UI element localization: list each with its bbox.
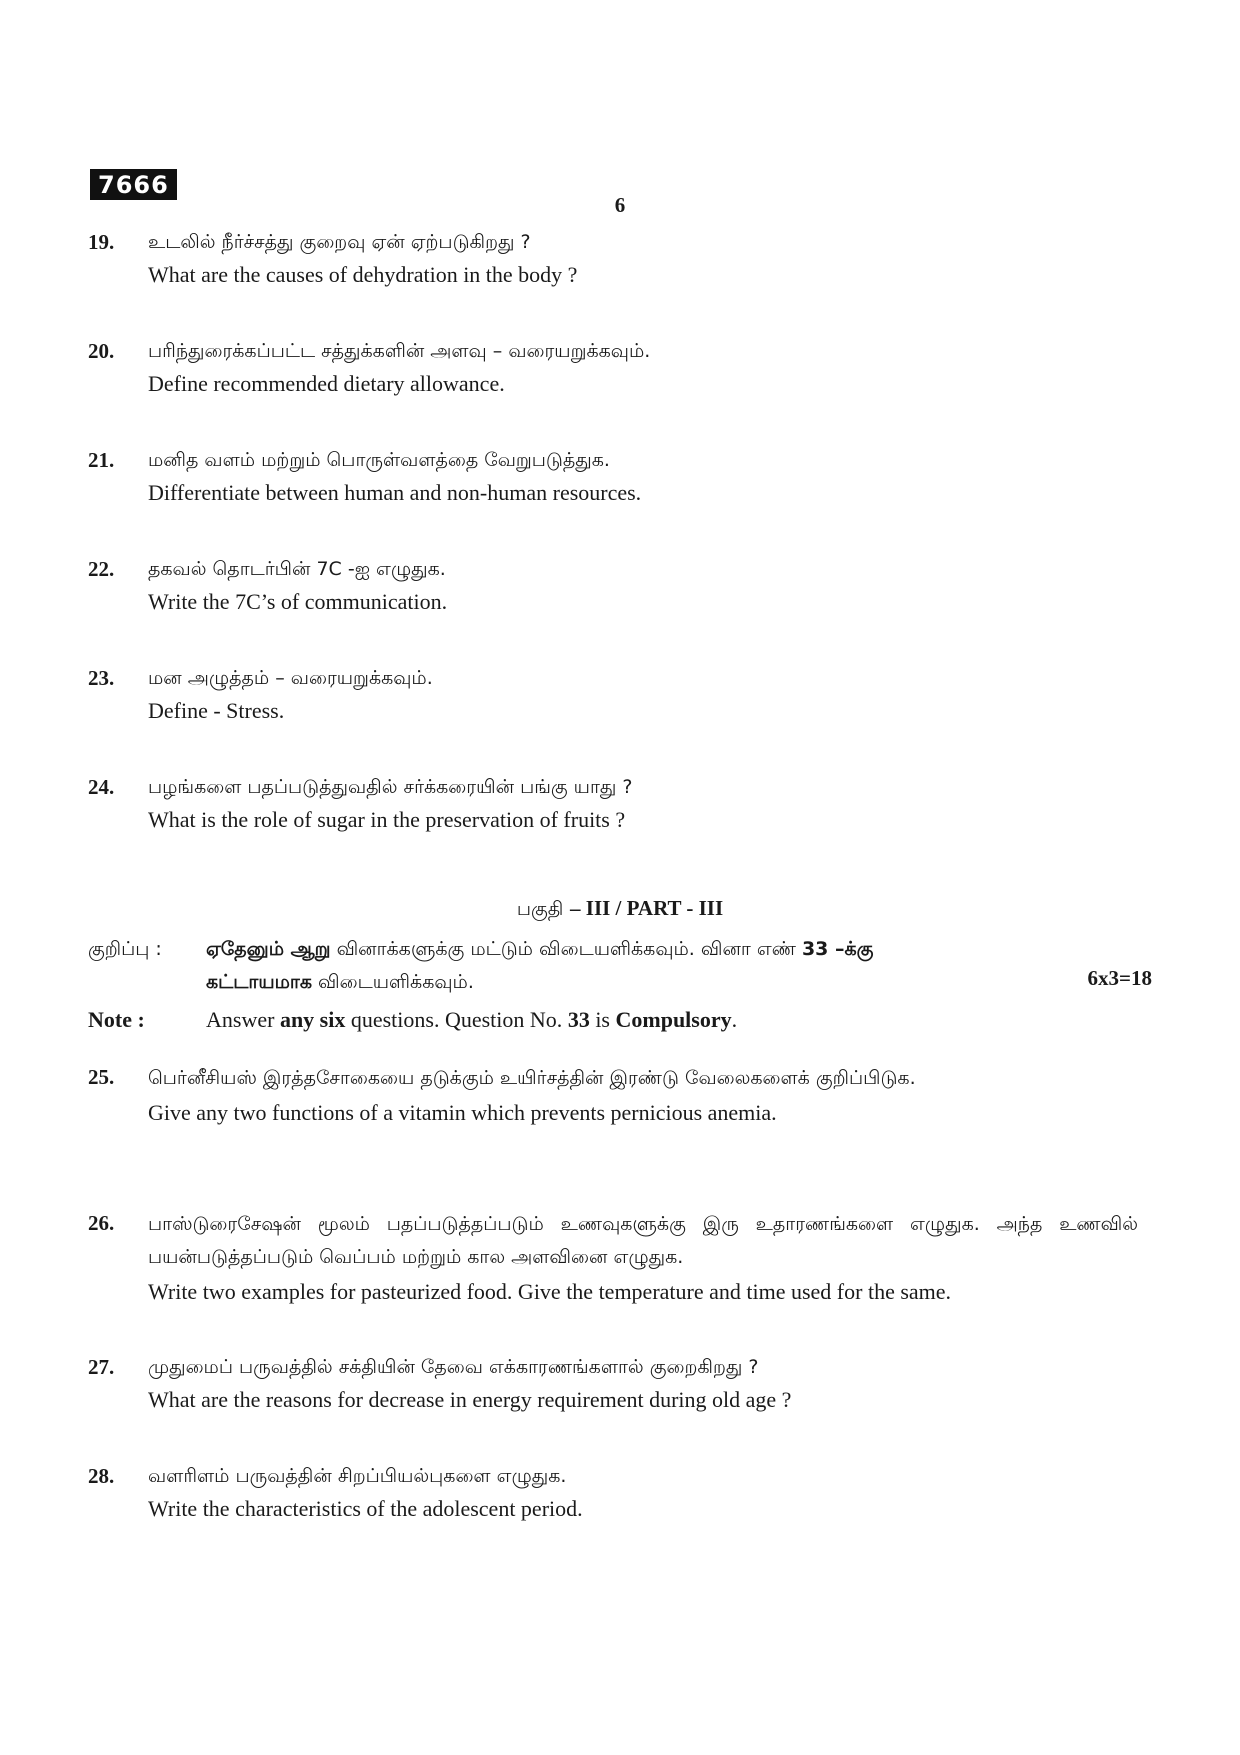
question-text-tamil: முதுமைப் பருவத்தில் சக்தியின் தேவை எக்காரணங்களால் குறைகிறது ? <box>148 1356 759 1378</box>
section-heading-english: – III / PART - III <box>570 896 724 920</box>
question-27 <box>88 1352 1138 1418</box>
page-number: 6 <box>614 193 626 217</box>
question-text-english: Write two examples for pasteurized food. Give the temperature and time used for the same. <box>148 1279 952 1304</box>
question-number: 19. <box>88 230 115 254</box>
question-text-english: What are the causes of dehydration in the body ? <box>148 262 578 287</box>
note-emphasis: ஏதேனும் ஆறு <box>206 938 331 960</box>
question-number: 27. <box>88 1355 115 1379</box>
question-21 <box>88 445 1138 511</box>
question-text-english: Give any two functions of a vitamin which prevents pernicious anemia. <box>148 1100 777 1125</box>
question-text-english: Write the characteristics of the adolescent period. <box>148 1496 583 1521</box>
question-number: 26. <box>88 1211 115 1235</box>
question-28 <box>88 1461 1138 1527</box>
instruction-english <box>88 1004 1148 1036</box>
question-24 <box>88 772 1138 838</box>
question-number: 24. <box>88 775 115 799</box>
question-text-tamil: தகவல் தொடர்பின் 7C -ஐ எழுதுக. <box>148 558 446 580</box>
question-text-tamil: பாஸ்டுரைசேஷன் மூலம் பதப்படுத்தப்படும் உணவுகளுக்கு இரு உதாரணங்களை எழுதுக. அந்த உணவில் பயன்படுத்தப்படும் வெப்பம் மற்றும் கால அளவினை எழுதுக. <box>148 1213 1138 1268</box>
question-text-english: What are the reasons for decrease in energy requirement during old age ? <box>148 1387 792 1412</box>
note-emphasis: கட்டாயமாக <box>206 971 312 993</box>
question-number: 21. <box>88 448 115 472</box>
question-number: 23. <box>88 666 115 690</box>
question-text-english: Differentiate between human and non-human resources. <box>148 480 642 505</box>
question-text-tamil: பழங்களை பதப்படுத்துவதில் சர்க்கரையின் பங்கு யாது ? <box>148 776 633 798</box>
question-20 <box>88 336 1138 402</box>
question-19 <box>88 227 1138 293</box>
note-label-tamil: குறிப்பு : <box>88 938 162 960</box>
question-number: 20. <box>88 339 115 363</box>
note-text: questions. Question No. <box>350 1007 563 1032</box>
note-text: is <box>595 1007 610 1032</box>
question-text-english: Define recommended dietary allowance. <box>148 371 505 396</box>
question-23 <box>88 663 1138 729</box>
note-text: வினாக்களுக்கு மட்டும் விடையளிக்கவும். வினா எண் <box>336 938 796 960</box>
question-text-tamil: பெர்னீசியஸ் இரத்தசோகையை தடுக்கும் உயிர்சத்தின் இரண்டு வேலைகளைக் குறிப்பிடுக. <box>148 1067 916 1089</box>
question-text-tamil: உடலில் நீர்ச்சத்து குறைவு ஏன் ஏற்படுகிறது ? <box>148 231 531 253</box>
note-emphasis: Compulsory <box>615 1007 732 1032</box>
question-number: 25. <box>88 1065 115 1089</box>
note-text: விடையளிக்கவும். <box>318 971 474 993</box>
question-text-tamil: பரிந்துரைக்கப்பட்ட சத்துக்களின் அளவு – வரையறுக்கவும். <box>148 340 651 362</box>
marks-allocation: 6x3=18 <box>1087 966 1152 990</box>
question-25 <box>88 1062 1138 1131</box>
question-text-tamil: வளரிளம் பருவத்தின் சிறப்பியல்புகளை எழுதுக. <box>148 1465 567 1487</box>
note-text: Answer <box>206 1007 275 1032</box>
question-22 <box>88 554 1138 620</box>
question-text-english: Write the 7C’s of communication. <box>148 589 448 614</box>
question-26 <box>88 1208 1138 1310</box>
question-text-tamil: மனித வளம் மற்றும் பொருள்வளத்தை வேறுபடுத்துக. <box>148 449 610 471</box>
note-emphasis: any six <box>279 1007 346 1032</box>
section-heading-tamil: பகுதி <box>516 898 564 920</box>
note-emphasis: 33 –க்கு <box>801 938 874 960</box>
question-text-tamil: மன அழுத்தம் – வரையறுக்கவும். <box>148 667 433 689</box>
note-label-english: Note : <box>88 1007 145 1032</box>
question-paper-code: 7666 <box>90 169 177 200</box>
question-number: 28. <box>88 1464 115 1488</box>
question-text-english: Define - Stress. <box>148 698 285 723</box>
note-text: . <box>731 1007 738 1032</box>
section-heading-part-3 <box>0 893 1240 924</box>
question-text-english: What is the role of sugar in the preservation of fruits ? <box>148 807 626 832</box>
note-emphasis: 33 <box>567 1007 590 1032</box>
instruction-tamil <box>88 933 1148 999</box>
question-number: 22. <box>88 557 115 581</box>
